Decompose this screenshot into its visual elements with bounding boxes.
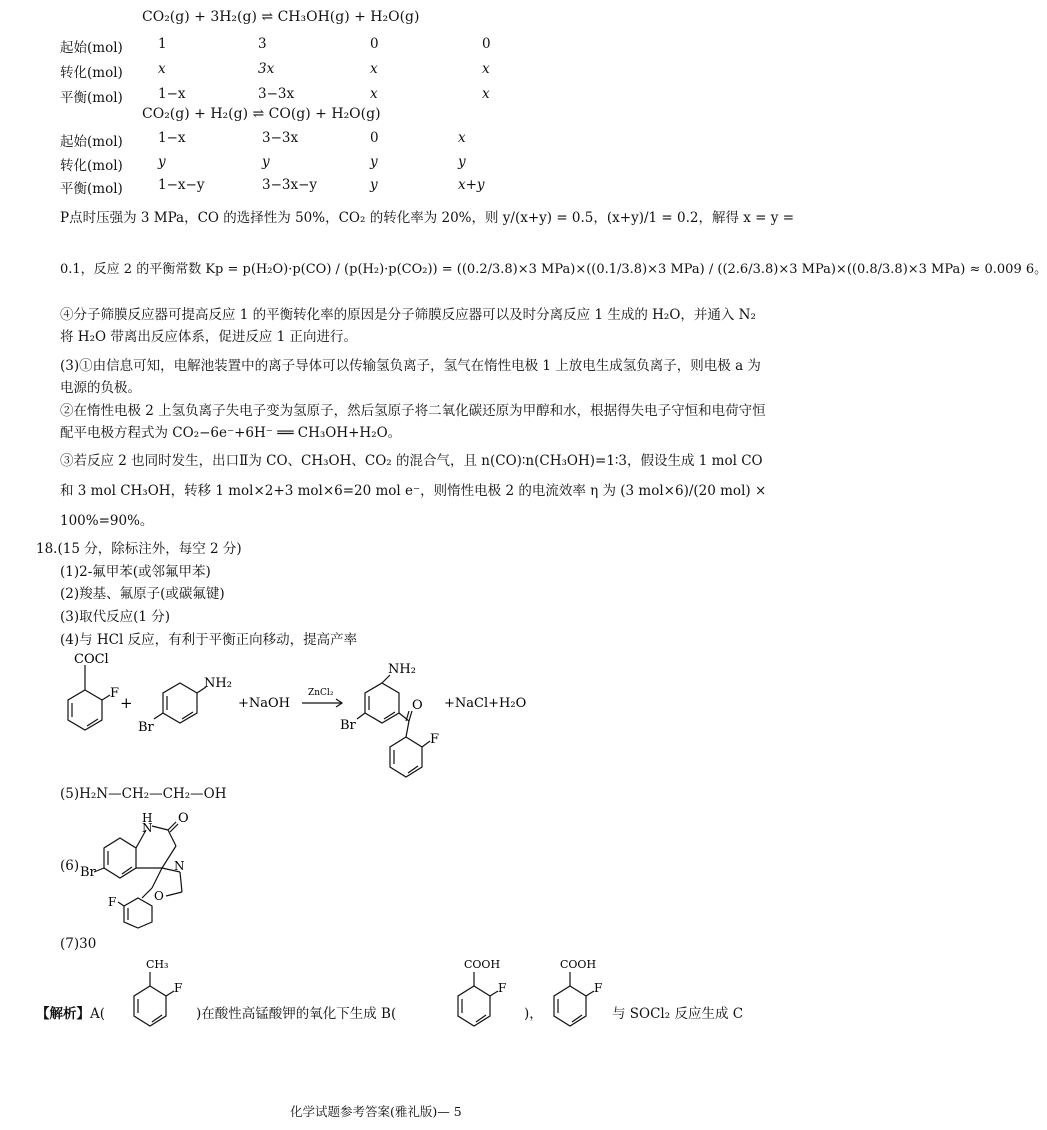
r1-cell: x xyxy=(370,86,378,102)
benzene-ring-1 xyxy=(68,690,102,730)
benzene-ring-5 xyxy=(104,838,136,878)
h-label: H xyxy=(142,811,153,825)
r1-cell: 3x xyxy=(258,61,275,77)
r2-cell: y xyxy=(370,177,378,193)
paragraph-4: ④分子筛膜反应器可提高反应 1 的平衡转化率的原因是分子筛膜反应器可以及时分离反应 1 生成的 H₂O，并通入 N₂ 将 H₂O 带离出反应体系，促进反应 1 正向进行。 xyxy=(60,307,756,345)
q18-reaction-4-diagram xyxy=(60,645,560,785)
q18-answer-4: (4)与 HCl 反应，有利于平衡正向移动，提高产率 xyxy=(60,632,358,648)
r1-cell: x xyxy=(370,61,378,77)
r2-cell: x xyxy=(458,130,466,146)
r2-cell: 0 xyxy=(370,130,379,146)
br-label: Br xyxy=(138,720,154,735)
analysis-text-3: )， xyxy=(524,1006,543,1022)
analysis-text-4: 与 SOCl₂ 反应生成 C xyxy=(612,1006,744,1022)
plus-sign: + xyxy=(120,694,133,712)
r1-cell: 1 xyxy=(158,36,167,52)
benzene-ring-3 xyxy=(365,683,399,723)
q18-header: 18.(15 分，除标注外，每空 2 分) xyxy=(36,541,242,557)
r2-cell: y xyxy=(370,154,378,170)
f-label: F xyxy=(110,686,120,701)
r2-cell: 3−3x−y xyxy=(262,177,318,193)
f-label-c: F xyxy=(594,981,603,995)
f-label-6: F xyxy=(108,895,117,909)
r2-cell: 1−x xyxy=(158,130,186,146)
r1-cell: 0 xyxy=(482,36,491,52)
r2-cell: y xyxy=(458,154,466,170)
q18-answer-6-structure xyxy=(80,808,240,928)
r1-cell: x xyxy=(482,86,490,102)
q18-answer-2: (2)羧基、氟原子(或碳氟键) xyxy=(60,586,225,602)
r2-cell: x+y xyxy=(458,177,485,193)
analysis-text-2: )在酸性高锰酸钾的氧化下生成 B( xyxy=(196,1006,397,1022)
compound-b-structure xyxy=(450,958,520,1038)
compound-b2-structure xyxy=(546,958,616,1038)
r1-cell: 3−3x xyxy=(258,86,295,102)
analysis-text-1: A( xyxy=(90,1006,106,1022)
product-f-label: F xyxy=(430,732,440,747)
product-br-label: Br xyxy=(340,718,356,733)
f-label-a: F xyxy=(174,981,183,995)
compound-a-structure xyxy=(126,958,196,1038)
r1-cell: x xyxy=(158,61,166,77)
benzene-ring-2 xyxy=(163,683,197,723)
br-label-6: Br xyxy=(80,865,96,880)
paragraph-3-3: ③若反应 2 也同时发生，出口Ⅱ为 CO、CH₃OH、CO₂ 的混合气，且 n(CO)∶n(CH₃OH)=1∶3，假设生成 1 mol CO 和 3 mol CH₃OH，转移 1 mol×2+3 mol×6=20 mol e⁻，则惰性电极 2 的电流效率 η 为 (3 mol×6)/(20 mol) × 100%=90%。 xyxy=(60,453,767,529)
r1-row-label: 转化(mol) xyxy=(60,65,123,81)
r1-cell: 3 xyxy=(258,36,267,52)
r2-cell: y xyxy=(262,154,270,170)
r1-cell: x xyxy=(482,61,490,77)
ring-o-label: O xyxy=(154,889,164,903)
q18-answer-1: (1)2-氟甲苯(或邻氟甲苯) xyxy=(60,564,211,580)
nh2-label: NH₂ xyxy=(204,676,232,691)
paragraph-3-2: ②在惰性电极 2 上氢负离子失电子变为氢原子，然后氢原子将二氧化碳还原为甲醇和水，根据得失电子守恒和电荷守恒配平电极方程式为 CO₂−6e⁻+6H⁻ ══ CH₃OH+H₂O。 xyxy=(60,403,766,441)
q18-answer-7: (7)30 xyxy=(60,936,97,952)
naoh-label: +NaOH xyxy=(238,696,291,711)
benzene-ring-4 xyxy=(390,737,422,777)
r2-cell: 1−x−y xyxy=(158,177,205,193)
r2-row-label: 平衡(mol) xyxy=(60,181,123,197)
reaction1-equation: CO₂(g) + 3H₂(g) ⇌ CH₃OH(g) + H₂O(g) xyxy=(142,9,420,25)
r2-row-label: 起始(mol) xyxy=(60,134,123,150)
zncl2-label: ZnCl₂ xyxy=(308,688,334,698)
q18-answer-6-label: (6) xyxy=(60,858,80,874)
r1-row-label: 起始(mol) xyxy=(60,40,123,56)
product-nh2-label: NH₂ xyxy=(388,662,416,677)
f-label-b: F xyxy=(498,981,507,995)
product-o-label: O xyxy=(412,698,423,713)
ring-n-label: N xyxy=(174,859,185,873)
calc-line-1: P点时压强为 3 MPa，CO 的选择性为 50%，CO₂ 的转化率为 20%，则 y/(x+y) = 0.5，(x+y)/1 = 0.2，解得 x = y = xyxy=(60,210,795,226)
q18-answer-5: (5)H₂N—CH₂—CH₂—OH xyxy=(60,786,227,802)
r1-cell: 1−x xyxy=(158,86,186,102)
cooh-label-b: COOH xyxy=(464,958,501,971)
analysis-tag: 【解析】 xyxy=(36,1006,90,1022)
r2-cell: 3−3x xyxy=(262,130,299,146)
ch3-label: CH₃ xyxy=(146,958,169,971)
r2-row-label: 转化(mol) xyxy=(60,158,123,174)
r2-cell: y xyxy=(158,154,166,170)
q18-answer-3: (3)取代反应(1 分) xyxy=(60,609,171,625)
cocl-label: COCl xyxy=(74,652,109,667)
carbonyl-o-label: O xyxy=(178,811,189,826)
n-label: N xyxy=(142,821,153,835)
paragraph-3-1: (3)①由信息可知，电解池装置中的离子导体可以传输氢负离子，氢气在惰性电极 1 上放电生成氢负离子，则电极 a 为电源的负极。 xyxy=(60,358,761,396)
analysis-line xyxy=(36,1002,105,1022)
calc-line-2: 0.1，反应 2 的平衡常数 Kp = p(H₂O)·p(CO) / (p(H₂)·p(CO₂)) = ((0.2/3.8)×3 MPa)×((0.1/3.8)×3 MPa) / ((2.6/3.8)×3 MPa)×((0.8/3.8)×3 MPa) ≈ 0.009 6。 xyxy=(60,262,1047,277)
cooh-label-c: COOH xyxy=(560,958,597,971)
byproducts-label: +NaCl+H₂O xyxy=(444,696,527,711)
r1-row-label: 平衡(mol) xyxy=(60,90,123,106)
reaction2-equation: CO₂(g) + H₂(g) ⇌ CO(g) + H₂O(g) xyxy=(142,106,381,122)
page-footer: 化学试题参考答案(雅礼版)— 5 xyxy=(290,1104,462,1119)
r1-cell: 0 xyxy=(370,36,379,52)
